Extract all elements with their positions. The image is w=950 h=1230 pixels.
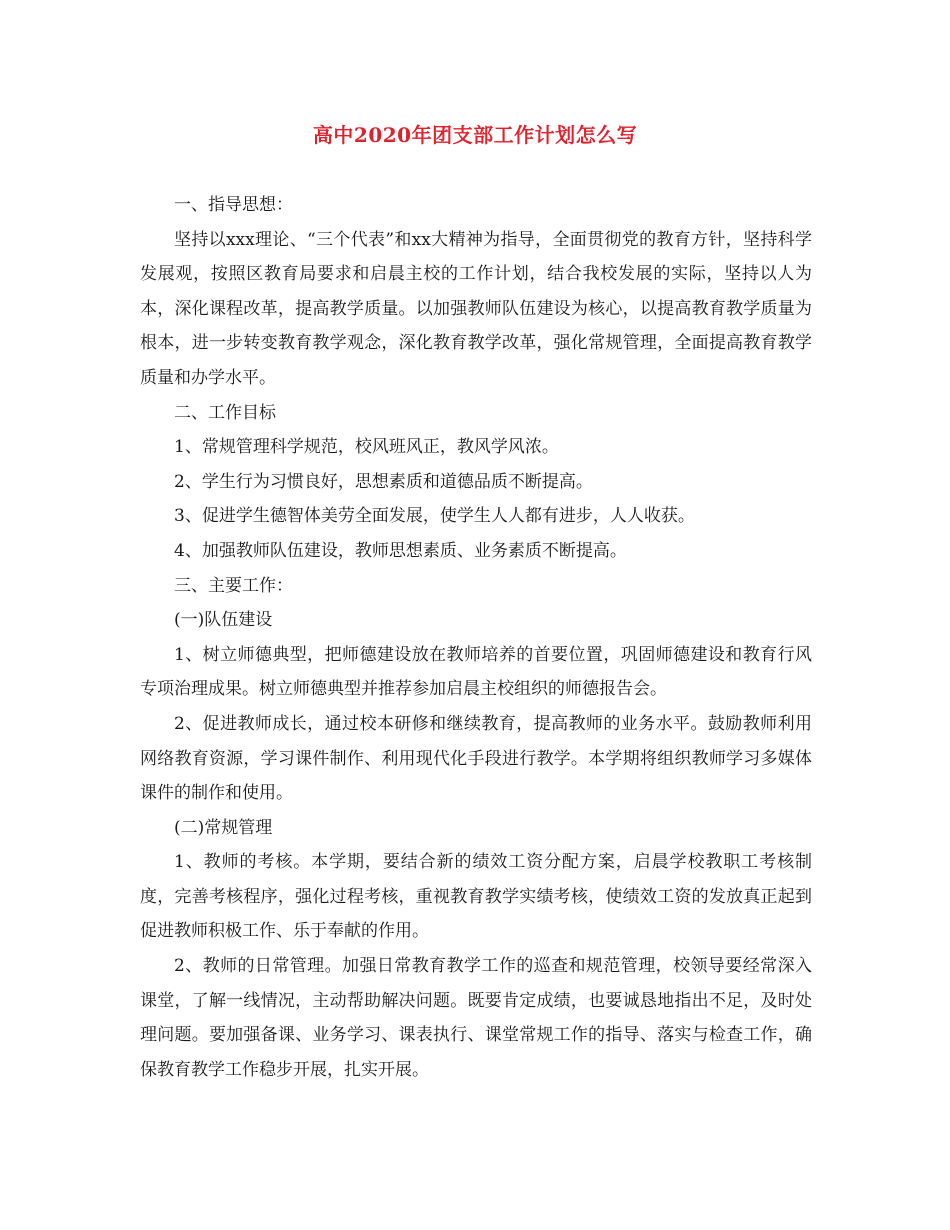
team-building-item-1: 1、树立师德典型，把师德建设放在教师培养的首要位置，巩固师德建设和教育行风专项治理成果。树立师德典型并推荐参加启晨主校组织的师德报告会。	[140, 644, 812, 700]
section-heading-guiding-ideology: 一、指导思想：	[174, 195, 293, 215]
goal-item-4: 4、加强教师队伍建设，教师思想素质、业务素质不断提高。	[174, 540, 627, 561]
subsection-heading-routine-management: (二)常规管理	[174, 817, 273, 838]
subsection-heading-team-building: (一)队伍建设	[174, 610, 273, 631]
section-heading-main-work: 三、主要工作：	[174, 575, 293, 596]
section-heading-work-goals: 二、工作目标	[174, 402, 276, 423]
routine-management-item-2: 2、教师的日常管理。加强日常教育教学工作的巡查和规范管理，校领导要经常深入课堂，了解一线情况，主动帮助解决问题。既要肯定成绩，也要诚恳地指出不足，及时处理问题。要加强备课、业务学习、课表执行、课堂常规工作的指导、落实与检查工作，确保教育教学工作稳步开展，扎实开展。	[140, 956, 812, 1080]
goal-item-1: 1、常规管理科学规范，校风班风正，教风学风浓。	[174, 437, 559, 458]
document-body	[140, 188, 812, 1087]
routine-management-item-1: 1、教师的考核。本学期，要结合新的绩效工资分配方案，启晨学校教职工考核制度，完善考核程序，强化过程考核，重视教育教学实绩考核，使绩效工资的发放真正起到促进教师积极工作、乐于奉献的作用。	[140, 852, 812, 942]
paragraph-guiding-ideology: 坚持以xxx理论、“三个代表”和xx大精神为指导，全面贯彻党的教育方针，坚持科学发展观，按照区教育局要求和启晨主校的工作计划，结合我校发展的实际，坚持以人为本，深化课程改革，提高教学质量。以加强教师队伍建设为核心，以提高教育教学质量为根本，进一步转变教育教学观念，深化教育教学改革，强化常规管理，全面提高教育教学质量和办学水平。	[140, 229, 812, 388]
goal-item-2: 2、学生行为习惯良好，思想素质和道德品质不断提高。	[174, 471, 593, 492]
goal-item-3: 3、促进学生德智体美劳全面发展，使学生人人都有进步，人人收获。	[174, 506, 695, 527]
team-building-item-2: 2、促进教师成长，通过校本研修和继续教育，提高教师的业务水平。鼓励教师利用网络教育资源，学习课件制作、利用现代化手段进行教学。本学期将组织教师学习多媒体课件的制作和使用。	[140, 713, 812, 804]
document-title: 高中2020年团支部工作计划怎么写	[312, 123, 638, 147]
